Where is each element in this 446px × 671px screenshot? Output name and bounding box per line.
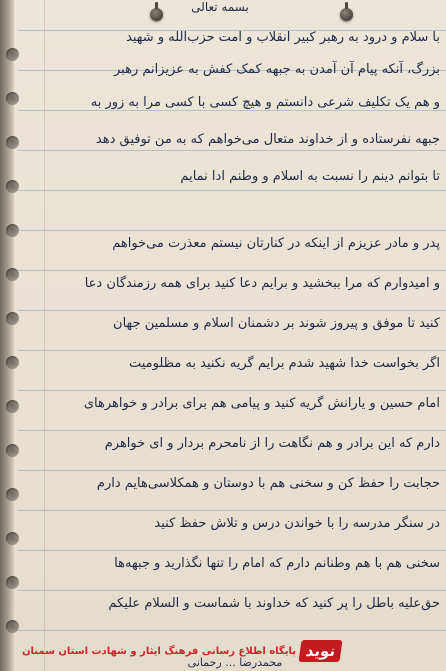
- letter-line: جبهه نفرستاده و از خداوند متعال می‌خواهم که به من توفیق دهد: [95, 132, 440, 147]
- letter-body: [24, 0, 440, 671]
- letter-line: امام حسین و یارانش گریه کنید و پیامی هم برای برادر و خواهرهای: [83, 396, 440, 411]
- letter-line: و امیدوارم که مرا ببخشید و برایم دعا کنید برای همه رزمندگان دعا: [84, 276, 440, 291]
- binder-hole: [6, 48, 19, 61]
- letter-line: در سنگر مدرسه را با خواندن درس و تلاش حفظ کنید: [154, 516, 440, 531]
- letter-line: اگر بخواست خدا شهید شدم برایم گریه نکنید به مظلومیت: [128, 356, 440, 371]
- binder-hole: [6, 312, 19, 325]
- letter-heading: بسمه تعالی: [191, 0, 249, 14]
- letter-line: دارم که این برادر و هم نگاهت را از نامحرم بردار و ای خواهرم: [104, 436, 440, 451]
- binder-hole: [6, 444, 19, 457]
- watermark-text: پایگاه اطلاع رسانی فرهنگ ایثار و شهادت استان سمنان: [22, 645, 297, 657]
- watermark-logo: نوید: [298, 640, 342, 662]
- letter-line: و هم یک تکلیف شرعی دانستم و هیچ کسی با کسی مرا به زور به: [90, 95, 440, 110]
- letter-line: حجابت را حفظ کن و سخنی هم با دوستان و همکلاسی‌هایم دارم: [96, 476, 440, 491]
- binder-hole: [6, 92, 19, 105]
- letter-line: با سلام و درود به رهبر کبیر انقلاب و امت حزب‌الله و شهید: [126, 30, 440, 45]
- binder-hole: [6, 488, 19, 501]
- binder-hole: [6, 576, 19, 589]
- binder-holes: [6, 0, 22, 671]
- signature: محمدرضا ... رحمانی: [187, 656, 283, 669]
- letter-line: حق‌علیه باطل را پر کنید که خداوند با شماست و السلام علیکم: [108, 596, 440, 611]
- binder-hole: [6, 136, 19, 149]
- letter-line: کنید تا موفق و پیروز شوند بر دشمنان اسلام و مسلمین جهان: [113, 316, 440, 331]
- binder-hole: [6, 180, 19, 193]
- binder-hole: [6, 532, 19, 545]
- binder-hole: [6, 400, 19, 413]
- letter-line: پدر و مادر عزیزم از اینکه در کنارتان نیستم معذرت می‌خواهم: [112, 236, 440, 251]
- binder-hole: [6, 356, 19, 369]
- letter-line: سخنی هم با هم وطنانم دارم که امام را تنها نگذارید و جبهه‌ها: [114, 556, 440, 571]
- binder-hole: [6, 620, 19, 633]
- letter-line: بزرگ، آنکه پیام آن آمدن به جبهه کمک کفش به عزیزانم رهبر: [114, 62, 440, 77]
- letter-line: تا بتوانم دینم را نسبت به اسلام و وطنم ادا نمایم: [180, 169, 440, 184]
- watermark: [22, 639, 341, 663]
